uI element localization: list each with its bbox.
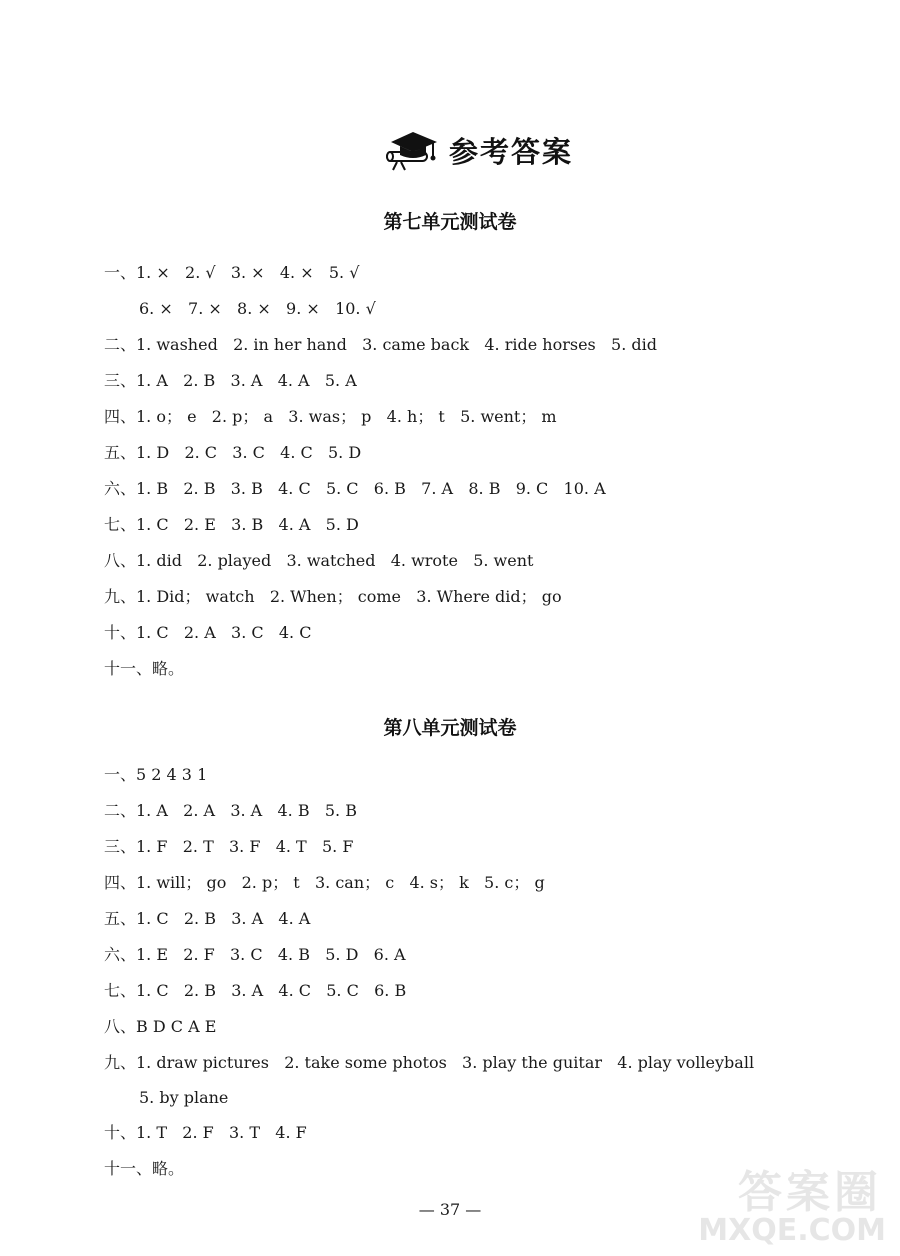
answer-line: 五、1. D 2. C 3. C 4. C 5. D [104,443,362,462]
answer-line: 九、1. Did； watch 2. When； come 3. Where did； go [104,587,562,606]
watermark-url: MXQE.COM [698,1213,886,1248]
answer-line: 十、1. C 2. A 3. C 4. C [104,623,312,642]
section-title-unit-8: 第八单元测试卷 [383,717,517,739]
main-title [383,128,573,172]
answer-line: 6. × 7. × 8. × 9. × 10. √ [139,299,376,318]
answer-line: 六、1. B 2. B 3. B 4. C 5. C 6. B 7. A 8. B 9. C 10. A [104,479,606,498]
answer-line: 5. by plane [139,1088,229,1107]
answer-line: 三、1. F 2. T 3. F 4. T 5. F [104,837,354,856]
section-title-unit-7: 第七单元测试卷 [383,211,517,233]
answer-line: 四、1. o； e 2. p； a 3. was； p 4. h； t 5. went； m [104,407,557,426]
answer-line: 七、1. C 2. B 3. A 4. C 5. C 6. B [104,981,407,1000]
watermark-logo [696,1156,886,1248]
answer-line: 四、1. will； go 2. p； t 3. can； c 4. s； k 5. c； g [104,873,545,892]
answer-line: 五、1. C 2. B 3. A 4. A [104,909,311,928]
answer-line: 三、1. A 2. B 3. A 4. A 5. A [104,371,357,390]
answer-line: 七、1. C 2. E 3. B 4. A 5. D [104,515,359,534]
answer-line: 八、1. did 2. played 3. watched 4. wrote 5. went [104,551,534,570]
answer-line: 一、1. × 2. √ 3. × 4. × 5. √ [104,263,360,282]
answer-line: 八、B D C A E [104,1017,217,1036]
page-title: 参考答案 [449,134,574,169]
answer-line: 十一、略。 [104,659,185,678]
answer-line: 二、1. A 2. A 3. A 4. B 5. B [104,801,357,820]
answer-line: 十、1. T 2. F 3. T 4. F [104,1123,307,1142]
page-number: — 37 — [418,1200,482,1219]
watermark-text: 答案圈 [738,1167,882,1218]
graduation-cap-icon [383,128,439,172]
answer-line: 九、1. draw pictures 2. take some photos 3. play the guitar 4. play volleyball [104,1053,755,1072]
answer-line: 十一、略。 [104,1159,185,1178]
answer-line: 一、5 2 4 3 1 [104,765,208,784]
answer-line: 二、1. washed 2. in her hand 3. came back 4. ride horses 5. did [104,335,657,354]
answer-line: 六、1. E 2. F 3. C 4. B 5. D 6. A [104,945,406,964]
